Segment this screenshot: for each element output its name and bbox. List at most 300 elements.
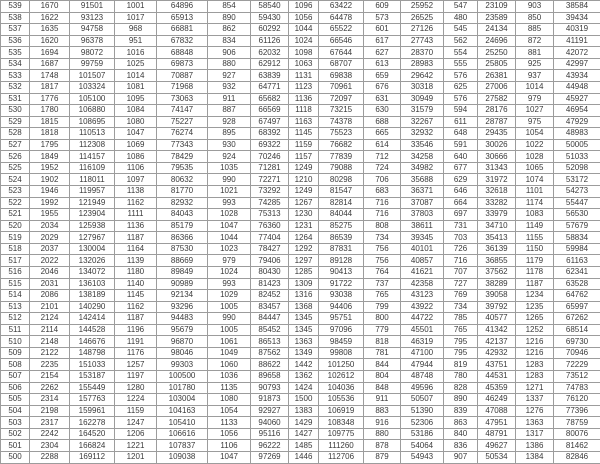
- value-cell: 77343: [157, 139, 208, 151]
- value-cell: 42137: [478, 336, 516, 348]
- value-cell: 737: [364, 278, 401, 290]
- value-cell: 734: [444, 301, 478, 313]
- value-cell: 844: [364, 359, 401, 371]
- value-cell: 716: [364, 209, 401, 221]
- value-cell: 84447: [251, 313, 289, 325]
- value-cell: 30666: [478, 151, 516, 163]
- value-cell: 42932: [478, 347, 516, 359]
- value-cell: 854: [208, 1, 251, 13]
- value-cell: 1005: [208, 324, 251, 336]
- value-cell: 41621: [401, 266, 444, 278]
- value-cell: 2034: [30, 220, 70, 232]
- value-cell: 23589: [478, 12, 516, 24]
- value-cell: 146676: [70, 336, 115, 348]
- value-cell: 41191: [554, 35, 600, 47]
- value-cell: 2022: [30, 255, 70, 267]
- value-cell: 664: [444, 197, 478, 209]
- row-label-cell: 516: [1, 266, 30, 278]
- table-row: [1, 186, 600, 198]
- value-cell: 57679: [554, 220, 600, 232]
- value-cell: 1694: [30, 47, 70, 59]
- value-cell: 38611: [401, 220, 444, 232]
- value-cell: 2148: [30, 336, 70, 348]
- value-cell: 1197: [115, 371, 157, 383]
- value-cell: 44531: [478, 371, 516, 383]
- value-cell: 2317: [30, 417, 70, 429]
- value-cell: 44948: [554, 81, 600, 93]
- value-cell: 764: [364, 266, 401, 278]
- value-cell: 1206: [115, 428, 157, 440]
- row-label-cell: 536: [1, 35, 30, 47]
- value-cell: 79535: [157, 162, 208, 174]
- value-cell: 155449: [70, 382, 115, 394]
- row-label-cell: 502: [1, 428, 30, 440]
- value-cell: 1265: [516, 313, 554, 325]
- value-cell: 1252: [516, 324, 554, 336]
- value-cell: 872: [516, 35, 554, 47]
- value-cell: 848: [364, 382, 401, 394]
- value-cell: 640: [444, 151, 478, 163]
- value-cell: 78429: [157, 151, 208, 163]
- value-cell: 756: [364, 243, 401, 255]
- value-cell: 39058: [478, 290, 516, 302]
- value-cell: 116109: [70, 162, 115, 174]
- table-row: [1, 359, 600, 371]
- value-cell: 40101: [401, 243, 444, 255]
- value-cell: 40577: [478, 313, 516, 325]
- value-cell: 1022: [516, 139, 554, 151]
- value-cell: 1035: [208, 162, 251, 174]
- value-cell: 1187: [115, 313, 157, 325]
- value-cell: 609: [364, 1, 401, 13]
- value-cell: 630: [364, 105, 401, 117]
- value-cell: 95116: [251, 428, 289, 440]
- value-cell: 85275: [319, 220, 364, 232]
- value-cell: 1131: [289, 70, 319, 82]
- value-cell: 1955: [30, 209, 70, 221]
- value-cell: 1818: [30, 128, 70, 140]
- value-cell: 1069: [115, 139, 157, 151]
- value-cell: 878: [364, 440, 401, 452]
- value-cell: 1442: [289, 359, 319, 371]
- value-cell: 932: [208, 81, 251, 93]
- value-cell: 1150: [516, 243, 554, 255]
- table-row: [1, 47, 600, 59]
- table-row: [1, 58, 600, 70]
- value-cell: 907: [444, 451, 478, 463]
- value-cell: 1201: [115, 451, 157, 463]
- value-cell: 1216: [516, 347, 554, 359]
- value-cell: 88622: [251, 359, 289, 371]
- row-label-cell: 522: [1, 197, 30, 209]
- value-cell: 1780: [30, 105, 70, 117]
- value-cell: 98046: [157, 347, 208, 359]
- value-cell: 24134: [478, 24, 516, 36]
- value-cell: 916: [364, 417, 401, 429]
- value-cell: 84044: [319, 209, 364, 221]
- row-label-cell: 537: [1, 24, 30, 36]
- value-cell: 66881: [157, 24, 208, 36]
- value-cell: 64478: [319, 12, 364, 24]
- table-row: [1, 35, 600, 47]
- value-cell: 1345: [289, 313, 319, 325]
- value-cell: 1159: [115, 405, 157, 417]
- row-label-cell: 507: [1, 371, 30, 383]
- value-cell: 123904: [70, 209, 115, 221]
- value-cell: 617: [364, 35, 401, 47]
- value-cell: 80076: [554, 428, 600, 440]
- value-cell: 106880: [70, 105, 115, 117]
- value-cell: 81423: [251, 278, 289, 290]
- value-cell: 1902: [30, 174, 70, 186]
- value-cell: 1047: [115, 128, 157, 140]
- value-cell: 164520: [70, 428, 115, 440]
- value-cell: 68848: [157, 47, 208, 59]
- value-cell: 1815: [30, 116, 70, 128]
- value-cell: 839: [444, 405, 478, 417]
- value-cell: 65913: [157, 12, 208, 24]
- table-row: [1, 382, 600, 394]
- value-cell: 1145: [115, 290, 157, 302]
- value-cell: 1386: [516, 440, 554, 452]
- value-cell: 63839: [251, 70, 289, 82]
- table-row: [1, 197, 600, 209]
- value-cell: 990: [208, 313, 251, 325]
- value-cell: 87530: [157, 243, 208, 255]
- value-cell: 47100: [401, 347, 444, 359]
- value-cell: 77404: [251, 232, 289, 244]
- value-cell: 1231: [289, 220, 319, 232]
- value-cell: 90793: [251, 382, 289, 394]
- value-cell: 659: [364, 70, 401, 82]
- value-cell: 648: [444, 128, 478, 140]
- value-cell: 108348: [319, 417, 364, 429]
- value-cell: 1179: [516, 255, 554, 267]
- value-cell: 98072: [70, 47, 115, 59]
- table-body: [1, 1, 600, 464]
- value-cell: 37803: [401, 209, 444, 221]
- table-row: [1, 266, 600, 278]
- value-cell: 46249: [478, 394, 516, 406]
- value-cell: 34710: [478, 220, 516, 232]
- value-cell: 1249: [289, 186, 319, 198]
- table-row: [1, 24, 600, 36]
- value-cell: 75523: [319, 128, 364, 140]
- value-cell: 1221: [115, 440, 157, 452]
- value-cell: 1028: [208, 209, 251, 221]
- table-row: [1, 371, 600, 383]
- value-cell: 99759: [70, 58, 115, 70]
- value-cell: 925: [516, 58, 554, 70]
- value-cell: 1280: [115, 382, 157, 394]
- value-cell: 25952: [401, 1, 444, 13]
- row-label-cell: 509: [1, 347, 30, 359]
- value-cell: 1047: [208, 220, 251, 232]
- value-cell: 1622: [30, 12, 70, 24]
- value-cell: 86539: [319, 232, 364, 244]
- value-cell: 930: [208, 139, 251, 151]
- value-cell: 968: [115, 24, 157, 36]
- value-cell: 34258: [401, 151, 444, 163]
- value-cell: 1021: [208, 186, 251, 198]
- value-cell: 76274: [157, 128, 208, 140]
- value-cell: 102612: [319, 371, 364, 383]
- value-cell: 88669: [157, 255, 208, 267]
- value-cell: 72229: [554, 359, 600, 371]
- value-cell: 58834: [554, 232, 600, 244]
- value-cell: 594: [444, 105, 478, 117]
- value-cell: 885: [516, 24, 554, 36]
- table-row: [1, 209, 600, 221]
- value-cell: 43922: [401, 301, 444, 313]
- value-cell: 2031: [30, 278, 70, 290]
- value-cell: 1285: [289, 266, 319, 278]
- value-cell: 107837: [157, 440, 208, 452]
- value-cell: 1139: [115, 255, 157, 267]
- value-cell: 1014: [115, 70, 157, 82]
- value-cell: 840: [444, 428, 478, 440]
- value-cell: 712: [364, 151, 401, 163]
- value-cell: 31579: [401, 105, 444, 117]
- value-cell: 45359: [478, 382, 516, 394]
- value-cell: 85179: [157, 220, 208, 232]
- value-cell: 82846: [554, 451, 600, 463]
- value-cell: 1368: [289, 301, 319, 313]
- value-cell: 1084: [115, 105, 157, 117]
- table-row: [1, 70, 600, 82]
- table-row: [1, 151, 600, 163]
- value-cell: 1424: [289, 382, 319, 394]
- row-label-cell: 538: [1, 12, 30, 24]
- value-cell: 1196: [115, 324, 157, 336]
- value-cell: 1283: [516, 359, 554, 371]
- value-cell: 35688: [401, 174, 444, 186]
- value-cell: 911: [208, 93, 251, 105]
- value-cell: 29642: [401, 70, 444, 82]
- value-cell: 75313: [251, 209, 289, 221]
- value-cell: 1224: [115, 394, 157, 406]
- table-row: [1, 394, 600, 406]
- table-row: [1, 451, 600, 463]
- value-cell: 1176: [115, 347, 157, 359]
- value-cell: 39345: [401, 232, 444, 244]
- value-cell: 863: [444, 417, 478, 429]
- value-cell: 29435: [478, 128, 516, 140]
- value-cell: 2235: [30, 359, 70, 371]
- value-cell: 979: [208, 255, 251, 267]
- value-cell: 1095: [115, 93, 157, 105]
- value-cell: 1362: [289, 371, 319, 383]
- value-cell: 62341: [554, 266, 600, 278]
- value-cell: 1317: [516, 428, 554, 440]
- value-cell: 1363: [516, 417, 554, 429]
- value-cell: 28176: [478, 105, 516, 117]
- value-cell: 74147: [157, 105, 208, 117]
- value-cell: 880: [208, 58, 251, 70]
- value-cell: 1427: [289, 428, 319, 440]
- value-cell: 1136: [289, 93, 319, 105]
- value-cell: 2101: [30, 301, 70, 313]
- value-cell: 591: [444, 139, 478, 151]
- value-cell: 903: [516, 1, 554, 13]
- value-cell: 706: [364, 174, 401, 186]
- value-cell: 1001: [115, 1, 157, 13]
- value-cell: 32267: [401, 116, 444, 128]
- value-cell: 80430: [251, 266, 289, 278]
- value-cell: 676: [364, 81, 401, 93]
- value-cell: 69730: [554, 336, 600, 348]
- value-cell: 1191: [115, 336, 157, 348]
- value-cell: 1345: [289, 324, 319, 336]
- table-row: [1, 278, 600, 290]
- value-cell: 142414: [70, 313, 115, 325]
- value-cell: 547: [444, 1, 478, 13]
- table-row: [1, 428, 600, 440]
- value-cell: 545: [444, 24, 478, 36]
- value-cell: 1230: [289, 209, 319, 221]
- value-cell: 1187: [516, 278, 554, 290]
- value-cell: 71281: [251, 162, 289, 174]
- value-cell: 89128: [319, 255, 364, 267]
- value-cell: 72271: [251, 174, 289, 186]
- value-cell: 1118: [289, 105, 319, 117]
- value-cell: 49627: [478, 440, 516, 452]
- value-cell: 1952: [30, 162, 70, 174]
- value-cell: 47951: [478, 417, 516, 429]
- value-cell: 1670: [30, 1, 70, 13]
- value-cell: 90989: [157, 278, 208, 290]
- value-cell: 625: [444, 81, 478, 93]
- value-cell: 49596: [401, 382, 444, 394]
- value-cell: 911: [364, 394, 401, 406]
- value-cell: 77839: [319, 151, 364, 163]
- value-cell: 70961: [319, 81, 364, 93]
- value-cell: 151033: [70, 359, 115, 371]
- value-cell: 1157: [289, 151, 319, 163]
- value-cell: 121949: [70, 197, 115, 209]
- value-cell: 106919: [319, 405, 364, 417]
- value-cell: 62032: [251, 47, 289, 59]
- value-cell: 1080: [208, 394, 251, 406]
- value-cell: 716: [444, 255, 478, 267]
- value-cell: 82932: [157, 197, 208, 209]
- value-cell: 2046: [30, 266, 70, 278]
- value-cell: 480: [444, 12, 478, 24]
- row-label-cell: 511: [1, 324, 30, 336]
- row-label-cell: 533: [1, 70, 30, 82]
- table-row: [1, 417, 600, 429]
- value-cell: 1159: [289, 139, 319, 151]
- value-cell: 27743: [401, 35, 444, 47]
- value-cell: 85452: [251, 324, 289, 336]
- value-cell: 677: [444, 162, 478, 174]
- row-label-cell: 514: [1, 290, 30, 302]
- value-cell: 52098: [554, 162, 600, 174]
- value-cell: 34982: [401, 162, 444, 174]
- row-label-cell: 520: [1, 220, 30, 232]
- table-row: [1, 174, 600, 186]
- value-cell: 60292: [251, 24, 289, 36]
- value-cell: 65682: [251, 93, 289, 105]
- value-cell: 30026: [478, 139, 516, 151]
- value-cell: 979: [516, 93, 554, 105]
- value-cell: 1247: [115, 417, 157, 429]
- value-cell: 86513: [251, 336, 289, 348]
- value-cell: 38584: [554, 1, 600, 13]
- row-label-cell: 508: [1, 359, 30, 371]
- value-cell: 67644: [319, 47, 364, 59]
- row-label-cell: 517: [1, 255, 30, 267]
- value-cell: 44722: [401, 313, 444, 325]
- value-cell: 795: [444, 347, 478, 359]
- value-cell: 109775: [319, 428, 364, 440]
- value-cell: 125938: [70, 220, 115, 232]
- value-cell: 46319: [401, 336, 444, 348]
- value-cell: 53186: [401, 428, 444, 440]
- value-cell: 1946: [30, 186, 70, 198]
- value-cell: 2314: [30, 394, 70, 406]
- table-row: [1, 81, 600, 93]
- row-label-cell: 523: [1, 186, 30, 198]
- value-cell: 890: [444, 394, 478, 406]
- value-cell: 68392: [251, 128, 289, 140]
- value-cell: 28983: [401, 58, 444, 70]
- value-cell: 65522: [319, 24, 364, 36]
- row-label-cell: 524: [1, 174, 30, 186]
- value-cell: 55447: [554, 197, 600, 209]
- value-cell: 1140: [115, 278, 157, 290]
- value-cell: 63528: [554, 278, 600, 290]
- value-cell: 41342: [478, 324, 516, 336]
- value-cell: 785: [444, 313, 478, 325]
- value-cell: 66569: [251, 105, 289, 117]
- value-cell: 127967: [70, 232, 115, 244]
- value-cell: 779: [364, 324, 401, 336]
- value-cell: 36371: [401, 186, 444, 198]
- row-label-cell: 501: [1, 440, 30, 452]
- value-cell: 1271: [516, 382, 554, 394]
- value-cell: 627: [364, 47, 401, 59]
- value-cell: 1687: [30, 58, 70, 70]
- value-cell: 89849: [157, 266, 208, 278]
- row-label-cell: 535: [1, 47, 30, 59]
- value-cell: 54943: [401, 451, 444, 463]
- value-cell: 67832: [157, 35, 208, 47]
- value-cell: 576: [444, 70, 478, 82]
- value-cell: 76682: [319, 139, 364, 151]
- value-cell: 69322: [251, 139, 289, 151]
- table-row: [1, 324, 600, 336]
- value-cell: 1363: [289, 336, 319, 348]
- value-cell: 1054: [208, 405, 251, 417]
- value-cell: 1337: [516, 394, 554, 406]
- value-cell: 880: [364, 428, 401, 440]
- value-cell: 79088: [319, 162, 364, 174]
- row-label-cell: 500: [1, 451, 30, 463]
- value-cell: 59984: [554, 243, 600, 255]
- value-cell: 105100: [70, 93, 115, 105]
- value-cell: 1446: [289, 451, 319, 463]
- value-cell: 27582: [478, 93, 516, 105]
- value-cell: 2086: [30, 290, 70, 302]
- row-label-cell: 513: [1, 301, 30, 313]
- value-cell: 54273: [554, 186, 600, 198]
- table-row: [1, 440, 600, 452]
- value-cell: 1028: [516, 151, 554, 163]
- value-cell: 95679: [157, 324, 208, 336]
- value-cell: 80632: [157, 174, 208, 186]
- value-cell: 1257: [115, 359, 157, 371]
